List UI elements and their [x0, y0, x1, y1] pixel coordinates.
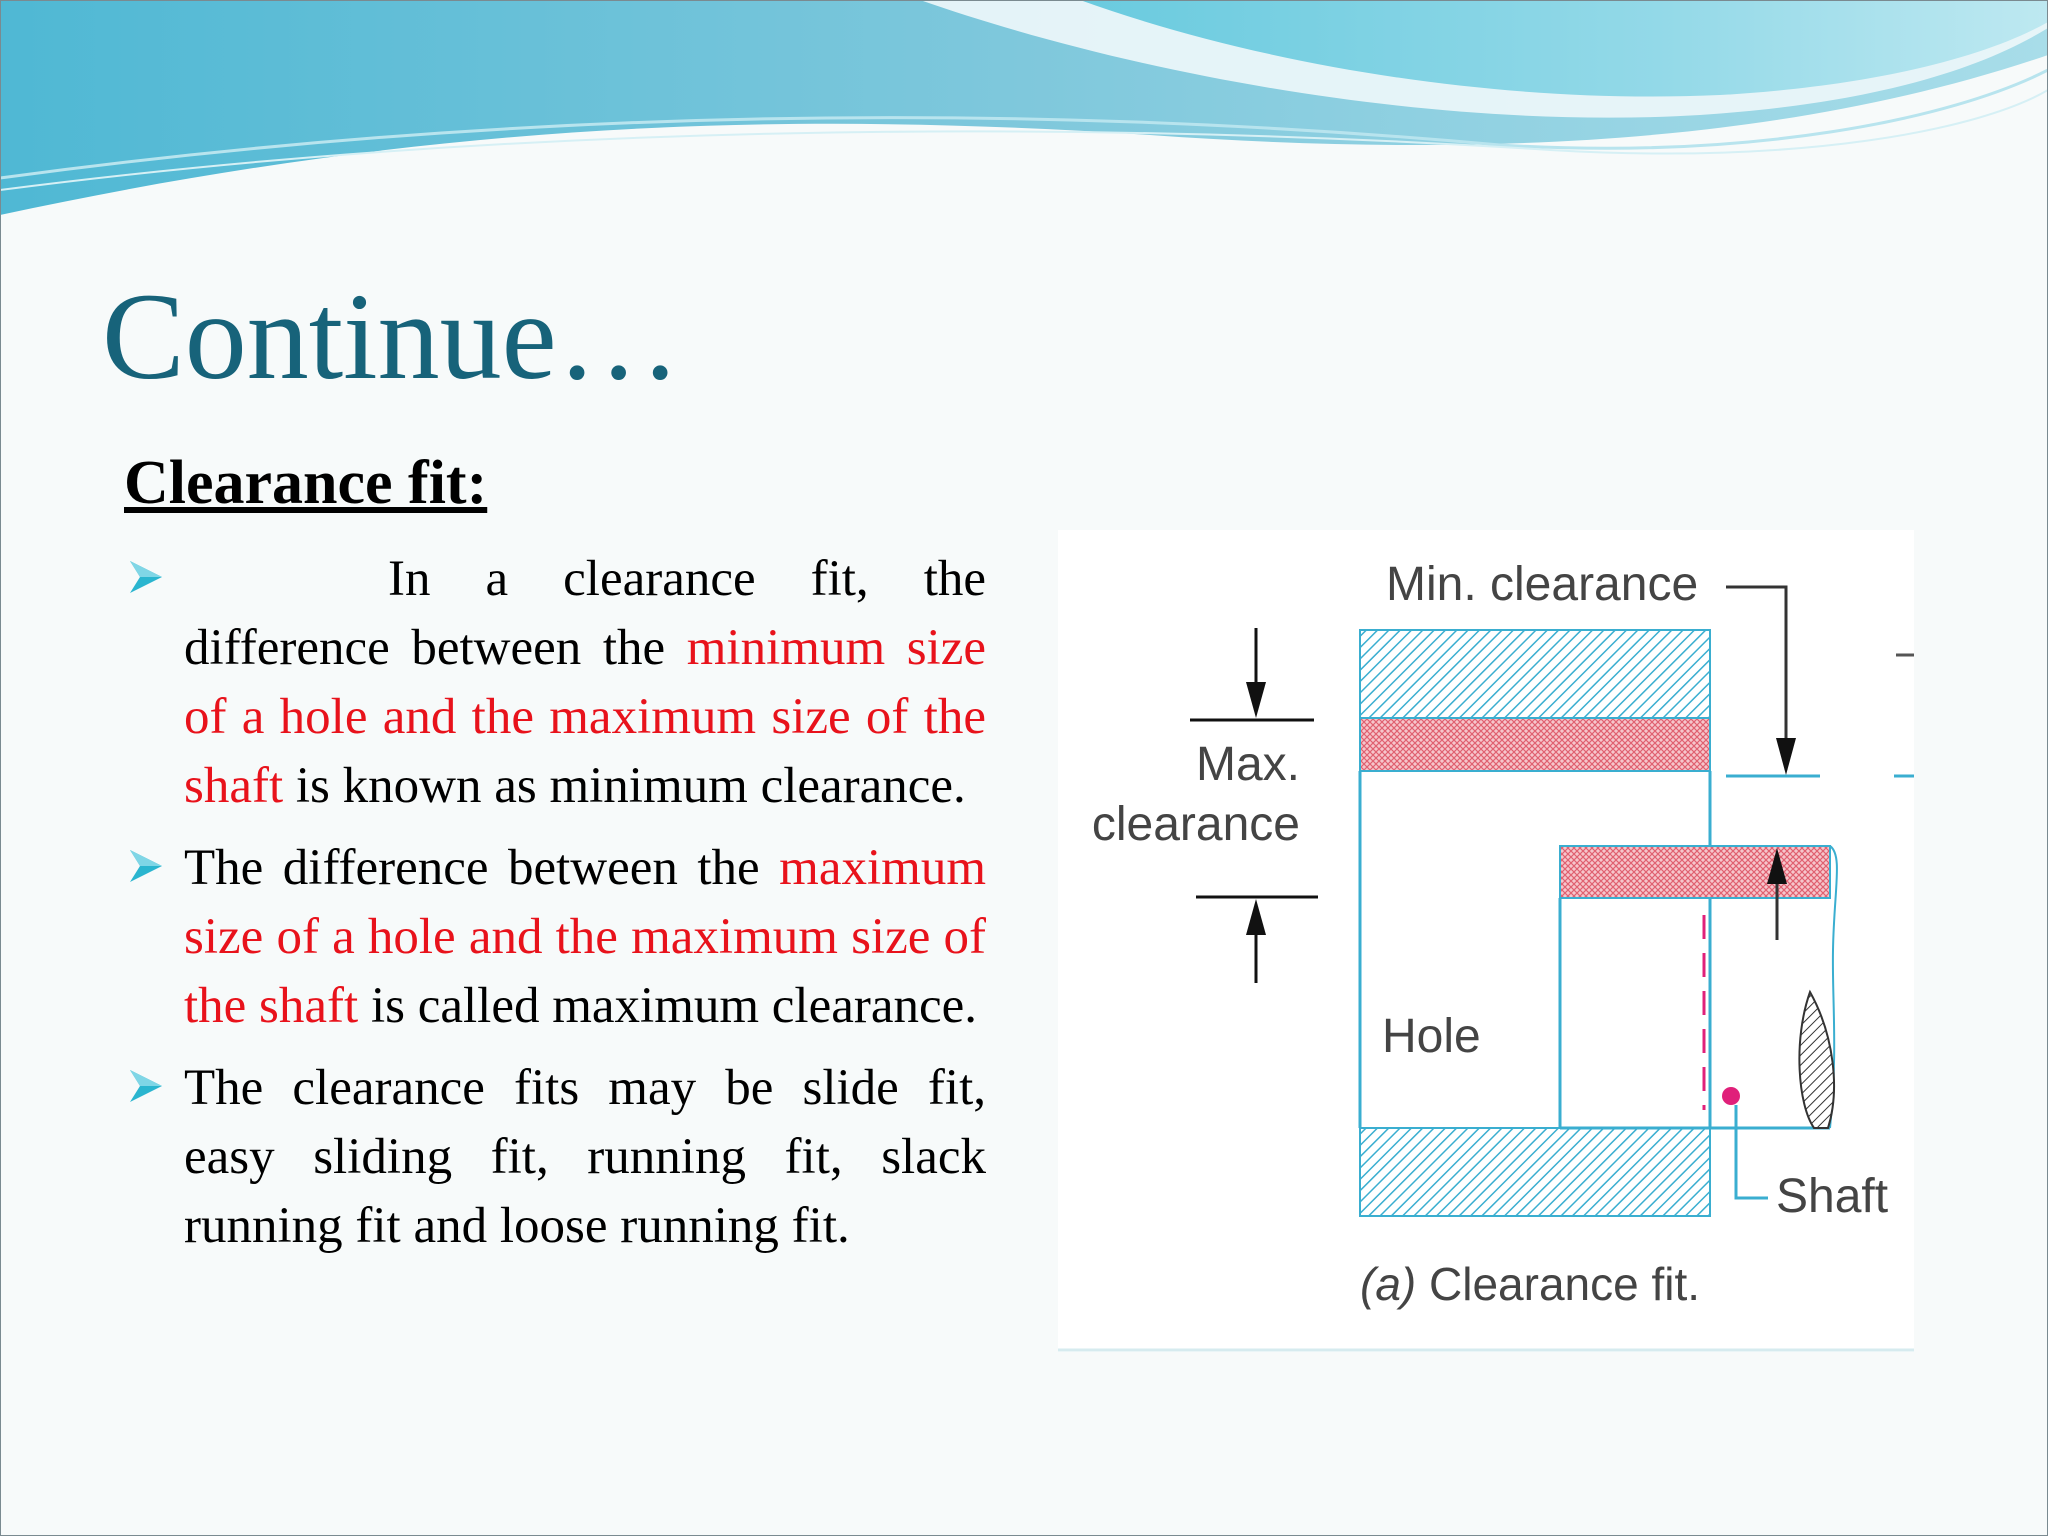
bullet-text: The difference between the	[184, 840, 780, 896]
arrow-bullet-icon	[126, 557, 166, 597]
bullet-highlight-text: maximum size of a hole and the maximum size of the shaft	[184, 840, 986, 1034]
hole-lower-wall	[1360, 1128, 1710, 1216]
arrow-bullet-icon	[126, 846, 166, 886]
bullet-item	[124, 834, 986, 1041]
shaft-tolerance-zone	[1560, 846, 1830, 898]
shaft-axis-marker	[1722, 1087, 1740, 1105]
caption-letter: (a)	[1360, 1258, 1417, 1310]
bullet-item	[124, 545, 986, 821]
max-clearance-label-line1: Max.	[1195, 738, 1300, 791]
bullet-text: is called maximum clearance.	[358, 978, 978, 1034]
arrow-bullet-icon	[126, 1066, 166, 1106]
bullet-highlight-text: minimum size of a hole and the maximum size of the shaft	[184, 620, 986, 814]
header-wave-decoration	[0, 0, 2048, 240]
min-clearance-label: Min. clearance	[1386, 558, 1699, 611]
max-clearance-label-line2: clearance	[1091, 798, 1300, 851]
figure-caption	[1360, 1258, 1700, 1310]
shaft-label: Shaft	[1776, 1170, 1889, 1223]
hole-upper-wall	[1360, 630, 1710, 718]
bullet-item	[124, 1054, 986, 1261]
bullet-text: is known as minimum clearance.	[283, 758, 966, 814]
caption-text: Clearance fit.	[1416, 1258, 1701, 1310]
bullet-text: The clearance fits may be slide fit, easy sliding fit, running fit, slack running fit and loose running fit.	[184, 1060, 986, 1254]
hole-label: Hole	[1382, 1010, 1481, 1063]
slide-title: Continue…	[102, 268, 681, 405]
clearance-fit-diagram	[1058, 530, 1914, 1352]
hole-tolerance-zone	[1360, 718, 1710, 771]
section-heading: Clearance fit:	[124, 449, 488, 517]
bullet-text: In a clearance fit, the difference between the	[184, 551, 986, 676]
bullet-list	[124, 545, 986, 1274]
